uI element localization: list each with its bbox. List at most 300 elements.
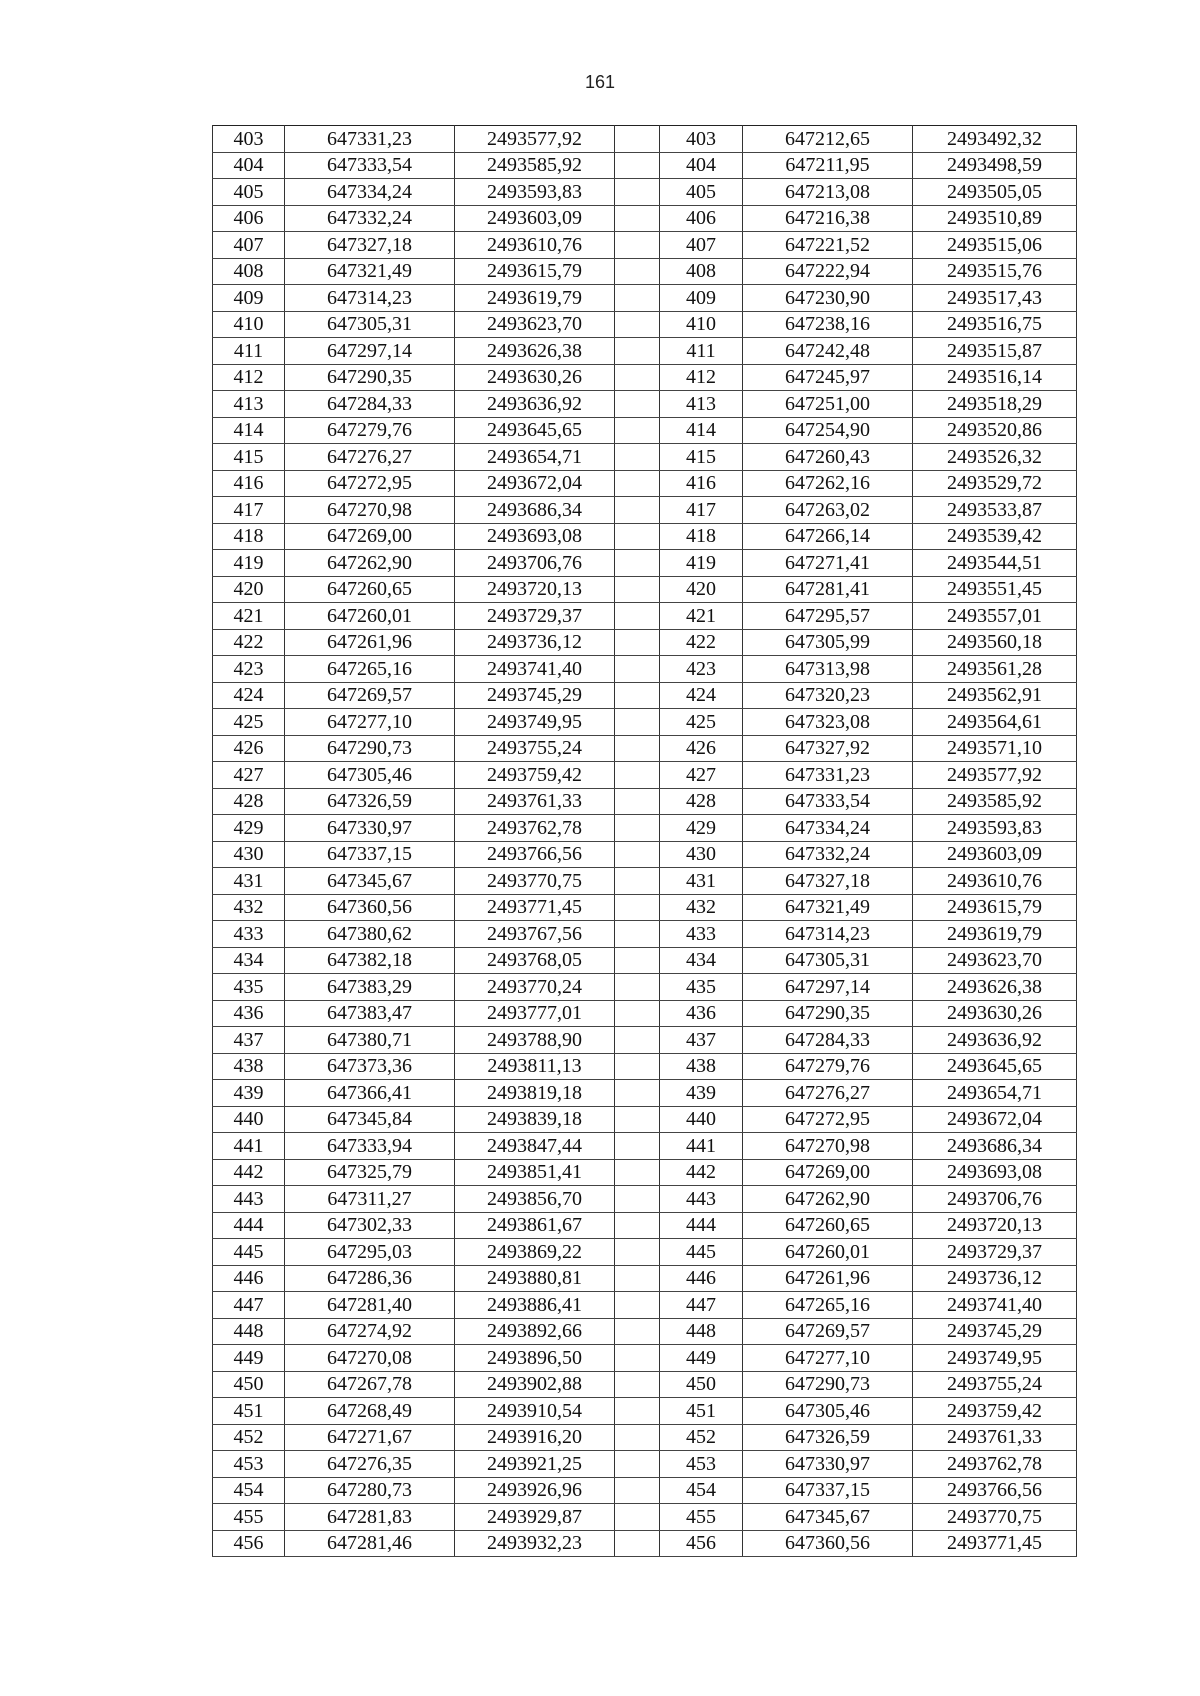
y-coordinate-left: 2493892,66 <box>455 1318 615 1345</box>
empty-separator-cell <box>615 232 660 259</box>
y-coordinate-right: 2493770,75 <box>913 1504 1077 1531</box>
x-coordinate-right: 647313,98 <box>743 656 913 683</box>
empty-separator-cell <box>615 894 660 921</box>
point-number-left: 445 <box>213 1239 285 1266</box>
y-coordinate-right: 2493693,08 <box>913 1159 1077 1186</box>
y-coordinate-right: 2493492,32 <box>913 126 1077 153</box>
point-number-left: 426 <box>213 735 285 762</box>
empty-separator-cell <box>615 1424 660 1451</box>
point-number-right: 439 <box>660 1080 743 1107</box>
point-number-left: 417 <box>213 497 285 524</box>
empty-separator-cell <box>615 1186 660 1213</box>
point-number-right: 449 <box>660 1345 743 1372</box>
y-coordinate-left: 2493932,23 <box>455 1530 615 1557</box>
y-coordinate-right: 2493706,76 <box>913 1186 1077 1213</box>
point-number-right: 428 <box>660 788 743 815</box>
point-number-right: 445 <box>660 1239 743 1266</box>
x-coordinate-left: 647271,67 <box>285 1424 455 1451</box>
table-row <box>213 1053 1077 1080</box>
table-row <box>213 550 1077 577</box>
x-coordinate-left: 647380,62 <box>285 921 455 948</box>
x-coordinate-right: 647314,23 <box>743 921 913 948</box>
y-coordinate-left: 2493770,75 <box>455 868 615 895</box>
x-coordinate-right: 647262,90 <box>743 1186 913 1213</box>
x-coordinate-left: 647270,08 <box>285 1345 455 1372</box>
y-coordinate-left: 2493729,37 <box>455 603 615 630</box>
y-coordinate-right: 2493729,37 <box>913 1239 1077 1266</box>
y-coordinate-right: 2493593,83 <box>913 815 1077 842</box>
empty-separator-cell <box>615 1212 660 1239</box>
y-coordinate-left: 2493839,18 <box>455 1106 615 1133</box>
y-coordinate-right: 2493562,91 <box>913 682 1077 709</box>
y-coordinate-left: 2493902,88 <box>455 1371 615 1398</box>
point-number-right: 440 <box>660 1106 743 1133</box>
x-coordinate-right: 647295,57 <box>743 603 913 630</box>
x-coordinate-right: 647333,54 <box>743 788 913 815</box>
table-row <box>213 205 1077 232</box>
point-number-right: 453 <box>660 1451 743 1478</box>
x-coordinate-left: 647380,71 <box>285 1027 455 1054</box>
y-coordinate-right: 2493551,45 <box>913 576 1077 603</box>
x-coordinate-left: 647337,15 <box>285 841 455 868</box>
empty-separator-cell <box>615 629 660 656</box>
x-coordinate-right: 647262,16 <box>743 470 913 497</box>
y-coordinate-right: 2493761,33 <box>913 1424 1077 1451</box>
y-coordinate-right: 2493577,92 <box>913 762 1077 789</box>
point-number-left: 413 <box>213 391 285 418</box>
table-row <box>213 868 1077 895</box>
table-row <box>213 338 1077 365</box>
y-coordinate-right: 2493557,01 <box>913 603 1077 630</box>
y-coordinate-left: 2493745,29 <box>455 682 615 709</box>
y-coordinate-left: 2493762,78 <box>455 815 615 842</box>
empty-separator-cell <box>615 1530 660 1557</box>
point-number-right: 410 <box>660 311 743 338</box>
point-number-left: 441 <box>213 1133 285 1160</box>
empty-separator-cell <box>615 311 660 338</box>
point-number-left: 423 <box>213 656 285 683</box>
empty-separator-cell <box>615 947 660 974</box>
point-number-left: 454 <box>213 1477 285 1504</box>
point-number-left: 410 <box>213 311 285 338</box>
x-coordinate-right: 647305,46 <box>743 1398 913 1425</box>
empty-separator-cell <box>615 1133 660 1160</box>
empty-separator-cell <box>615 921 660 948</box>
table-row <box>213 709 1077 736</box>
x-coordinate-right: 647272,95 <box>743 1106 913 1133</box>
y-coordinate-left: 2493741,40 <box>455 656 615 683</box>
x-coordinate-left: 647270,98 <box>285 497 455 524</box>
y-coordinate-right: 2493561,28 <box>913 656 1077 683</box>
point-number-right: 429 <box>660 815 743 842</box>
x-coordinate-right: 647323,08 <box>743 709 913 736</box>
empty-separator-cell <box>615 762 660 789</box>
point-number-right: 455 <box>660 1504 743 1531</box>
point-number-left: 416 <box>213 470 285 497</box>
y-coordinate-right: 2493623,70 <box>913 947 1077 974</box>
y-coordinate-right: 2493560,18 <box>913 629 1077 656</box>
point-number-right: 437 <box>660 1027 743 1054</box>
point-number-left: 456 <box>213 1530 285 1557</box>
y-coordinate-right: 2493516,14 <box>913 364 1077 391</box>
empty-separator-cell <box>615 1053 660 1080</box>
x-coordinate-left: 647314,23 <box>285 285 455 312</box>
page-number: 161 <box>584 72 616 92</box>
x-coordinate-left: 647260,65 <box>285 576 455 603</box>
x-coordinate-left: 647360,56 <box>285 894 455 921</box>
point-number-right: 404 <box>660 152 743 179</box>
table-row <box>213 311 1077 338</box>
y-coordinate-left: 2493896,50 <box>455 1345 615 1372</box>
table-row <box>213 841 1077 868</box>
point-number-right: 447 <box>660 1292 743 1319</box>
point-number-right: 443 <box>660 1186 743 1213</box>
empty-separator-cell <box>615 1265 660 1292</box>
x-coordinate-left: 647311,27 <box>285 1186 455 1213</box>
table-row <box>213 1133 1077 1160</box>
empty-separator-cell <box>615 841 660 868</box>
y-coordinate-right: 2493619,79 <box>913 921 1077 948</box>
x-coordinate-left: 647345,84 <box>285 1106 455 1133</box>
point-number-right: 444 <box>660 1212 743 1239</box>
point-number-right: 436 <box>660 1000 743 1027</box>
y-coordinate-right: 2493544,51 <box>913 550 1077 577</box>
empty-separator-cell <box>615 603 660 630</box>
x-coordinate-right: 647211,95 <box>743 152 913 179</box>
x-coordinate-right: 647242,48 <box>743 338 913 365</box>
point-number-left: 455 <box>213 1504 285 1531</box>
point-number-left: 424 <box>213 682 285 709</box>
point-number-left: 421 <box>213 603 285 630</box>
point-number-left: 404 <box>213 152 285 179</box>
point-number-left: 409 <box>213 285 285 312</box>
empty-separator-cell <box>615 179 660 206</box>
empty-separator-cell <box>615 205 660 232</box>
y-coordinate-right: 2493515,06 <box>913 232 1077 259</box>
point-number-left: 447 <box>213 1292 285 1319</box>
table-row <box>213 1239 1077 1266</box>
empty-separator-cell <box>615 788 660 815</box>
point-number-left: 406 <box>213 205 285 232</box>
y-coordinate-right: 2493626,38 <box>913 974 1077 1001</box>
table-row <box>213 232 1077 259</box>
y-coordinate-left: 2493771,45 <box>455 894 615 921</box>
x-coordinate-right: 647327,18 <box>743 868 913 895</box>
y-coordinate-left: 2493619,79 <box>455 285 615 312</box>
y-coordinate-right: 2493736,12 <box>913 1265 1077 1292</box>
table-row <box>213 788 1077 815</box>
x-coordinate-right: 647266,14 <box>743 523 913 550</box>
y-coordinate-left: 2493929,87 <box>455 1504 615 1531</box>
y-coordinate-right: 2493686,34 <box>913 1133 1077 1160</box>
x-coordinate-right: 647261,96 <box>743 1265 913 1292</box>
point-number-left: 440 <box>213 1106 285 1133</box>
x-coordinate-right: 647254,90 <box>743 417 913 444</box>
y-coordinate-left: 2493736,12 <box>455 629 615 656</box>
point-number-right: 411 <box>660 338 743 365</box>
table-row <box>213 1371 1077 1398</box>
point-number-left: 448 <box>213 1318 285 1345</box>
y-coordinate-left: 2493603,09 <box>455 205 615 232</box>
y-coordinate-right: 2493520,86 <box>913 417 1077 444</box>
y-coordinate-right: 2493571,10 <box>913 735 1077 762</box>
point-number-left: 452 <box>213 1424 285 1451</box>
point-number-right: 452 <box>660 1424 743 1451</box>
empty-separator-cell <box>615 364 660 391</box>
table-row <box>213 258 1077 285</box>
y-coordinate-right: 2493517,43 <box>913 285 1077 312</box>
x-coordinate-left: 647290,35 <box>285 364 455 391</box>
point-number-right: 419 <box>660 550 743 577</box>
table-row <box>213 1424 1077 1451</box>
x-coordinate-right: 647345,67 <box>743 1504 913 1531</box>
point-number-left: 403 <box>213 126 285 153</box>
table-row <box>213 470 1077 497</box>
y-coordinate-right: 2493610,76 <box>913 868 1077 895</box>
point-number-left: 433 <box>213 921 285 948</box>
empty-separator-cell <box>615 470 660 497</box>
x-coordinate-left: 647327,18 <box>285 232 455 259</box>
table-row <box>213 1106 1077 1133</box>
point-number-right: 456 <box>660 1530 743 1557</box>
empty-separator-cell <box>615 1371 660 1398</box>
point-number-left: 451 <box>213 1398 285 1425</box>
empty-separator-cell <box>615 1239 660 1266</box>
y-coordinate-left: 2493856,70 <box>455 1186 615 1213</box>
x-coordinate-left: 647305,46 <box>285 762 455 789</box>
empty-separator-cell <box>615 682 660 709</box>
x-coordinate-right: 647269,57 <box>743 1318 913 1345</box>
point-number-right: 423 <box>660 656 743 683</box>
x-coordinate-left: 647281,40 <box>285 1292 455 1319</box>
x-coordinate-left: 647383,29 <box>285 974 455 1001</box>
x-coordinate-right: 647326,59 <box>743 1424 913 1451</box>
y-coordinate-left: 2493630,26 <box>455 364 615 391</box>
y-coordinate-right: 2493516,75 <box>913 311 1077 338</box>
y-coordinate-left: 2493851,41 <box>455 1159 615 1186</box>
point-number-right: 438 <box>660 1053 743 1080</box>
table-row <box>213 1451 1077 1478</box>
x-coordinate-left: 647334,24 <box>285 179 455 206</box>
point-number-left: 430 <box>213 841 285 868</box>
empty-separator-cell <box>615 815 660 842</box>
x-coordinate-right: 647213,08 <box>743 179 913 206</box>
y-coordinate-left: 2493819,18 <box>455 1080 615 1107</box>
x-coordinate-left: 647269,57 <box>285 682 455 709</box>
y-coordinate-left: 2493767,56 <box>455 921 615 948</box>
empty-separator-cell <box>615 1318 660 1345</box>
y-coordinate-left: 2493672,04 <box>455 470 615 497</box>
point-number-left: 453 <box>213 1451 285 1478</box>
x-coordinate-left: 647277,10 <box>285 709 455 736</box>
point-number-left: 431 <box>213 868 285 895</box>
y-coordinate-left: 2493693,08 <box>455 523 615 550</box>
x-coordinate-left: 647326,59 <box>285 788 455 815</box>
empty-separator-cell <box>615 1106 660 1133</box>
point-number-left: 418 <box>213 523 285 550</box>
x-coordinate-right: 647332,24 <box>743 841 913 868</box>
point-number-left: 450 <box>213 1371 285 1398</box>
y-coordinate-left: 2493770,24 <box>455 974 615 1001</box>
y-coordinate-right: 2493654,71 <box>913 1080 1077 1107</box>
y-coordinate-right: 2493720,13 <box>913 1212 1077 1239</box>
y-coordinate-left: 2493910,54 <box>455 1398 615 1425</box>
x-coordinate-right: 647260,43 <box>743 444 913 471</box>
point-number-left: 414 <box>213 417 285 444</box>
y-coordinate-left: 2493788,90 <box>455 1027 615 1054</box>
point-number-right: 426 <box>660 735 743 762</box>
y-coordinate-left: 2493766,56 <box>455 841 615 868</box>
empty-separator-cell <box>615 735 660 762</box>
x-coordinate-left: 647332,24 <box>285 205 455 232</box>
point-number-right: 431 <box>660 868 743 895</box>
point-number-left: 411 <box>213 338 285 365</box>
table-row <box>213 497 1077 524</box>
empty-separator-cell <box>615 550 660 577</box>
x-coordinate-right: 647260,01 <box>743 1239 913 1266</box>
point-number-right: 425 <box>660 709 743 736</box>
y-coordinate-left: 2493615,79 <box>455 258 615 285</box>
empty-separator-cell <box>615 868 660 895</box>
y-coordinate-left: 2493626,38 <box>455 338 615 365</box>
empty-separator-cell <box>615 1345 660 1372</box>
table-row <box>213 152 1077 179</box>
x-coordinate-left: 647383,47 <box>285 1000 455 1027</box>
y-coordinate-left: 2493593,83 <box>455 179 615 206</box>
point-number-right: 403 <box>660 126 743 153</box>
y-coordinate-right: 2493759,42 <box>913 1398 1077 1425</box>
point-number-left: 429 <box>213 815 285 842</box>
x-coordinate-right: 647269,00 <box>743 1159 913 1186</box>
x-coordinate-right: 647330,97 <box>743 1451 913 1478</box>
y-coordinate-right: 2493498,59 <box>913 152 1077 179</box>
point-number-right: 441 <box>660 1133 743 1160</box>
point-number-right: 409 <box>660 285 743 312</box>
y-coordinate-right: 2493766,56 <box>913 1477 1077 1504</box>
table-row <box>213 1292 1077 1319</box>
x-coordinate-left: 647382,18 <box>285 947 455 974</box>
point-number-right: 414 <box>660 417 743 444</box>
x-coordinate-right: 647238,16 <box>743 311 913 338</box>
point-number-right: 424 <box>660 682 743 709</box>
y-coordinate-right: 2493518,29 <box>913 391 1077 418</box>
y-coordinate-left: 2493706,76 <box>455 550 615 577</box>
x-coordinate-right: 647251,00 <box>743 391 913 418</box>
empty-separator-cell <box>615 1504 660 1531</box>
y-coordinate-left: 2493847,44 <box>455 1133 615 1160</box>
point-number-left: 444 <box>213 1212 285 1239</box>
empty-separator-cell <box>615 338 660 365</box>
table-row <box>213 1027 1077 1054</box>
x-coordinate-right: 647279,76 <box>743 1053 913 1080</box>
point-number-left: 442 <box>213 1159 285 1186</box>
x-coordinate-right: 647297,14 <box>743 974 913 1001</box>
table-row <box>213 391 1077 418</box>
y-coordinate-right: 2493526,32 <box>913 444 1077 471</box>
table-row <box>213 417 1077 444</box>
x-coordinate-left: 647366,41 <box>285 1080 455 1107</box>
table-row <box>213 364 1077 391</box>
x-coordinate-right: 647327,92 <box>743 735 913 762</box>
point-number-left: 408 <box>213 258 285 285</box>
y-coordinate-left: 2493654,71 <box>455 444 615 471</box>
y-coordinate-right: 2493672,04 <box>913 1106 1077 1133</box>
x-coordinate-left: 647274,92 <box>285 1318 455 1345</box>
point-number-left: 438 <box>213 1053 285 1080</box>
x-coordinate-right: 647265,16 <box>743 1292 913 1319</box>
empty-separator-cell <box>615 656 660 683</box>
empty-separator-cell <box>615 1398 660 1425</box>
x-coordinate-right: 647360,56 <box>743 1530 913 1557</box>
y-coordinate-right: 2493603,09 <box>913 841 1077 868</box>
y-coordinate-left: 2493720,13 <box>455 576 615 603</box>
x-coordinate-left: 647279,76 <box>285 417 455 444</box>
point-number-left: 446 <box>213 1265 285 1292</box>
x-coordinate-left: 647269,00 <box>285 523 455 550</box>
y-coordinate-left: 2493777,01 <box>455 1000 615 1027</box>
x-coordinate-right: 647216,38 <box>743 205 913 232</box>
point-number-right: 432 <box>660 894 743 921</box>
empty-separator-cell <box>615 391 660 418</box>
point-number-right: 421 <box>660 603 743 630</box>
table-row <box>213 974 1077 1001</box>
x-coordinate-left: 647330,97 <box>285 815 455 842</box>
y-coordinate-left: 2493761,33 <box>455 788 615 815</box>
table-row <box>213 947 1077 974</box>
x-coordinate-right: 647260,65 <box>743 1212 913 1239</box>
y-coordinate-left: 2493755,24 <box>455 735 615 762</box>
y-coordinate-right: 2493539,42 <box>913 523 1077 550</box>
empty-separator-cell <box>615 1000 660 1027</box>
table-row <box>213 1159 1077 1186</box>
x-coordinate-right: 647290,35 <box>743 1000 913 1027</box>
y-coordinate-left: 2493585,92 <box>455 152 615 179</box>
y-coordinate-left: 2493686,34 <box>455 497 615 524</box>
point-number-right: 418 <box>660 523 743 550</box>
point-number-left: 420 <box>213 576 285 603</box>
x-coordinate-right: 647281,41 <box>743 576 913 603</box>
point-number-left: 415 <box>213 444 285 471</box>
x-coordinate-left: 647281,83 <box>285 1504 455 1531</box>
empty-separator-cell <box>615 523 660 550</box>
table-row <box>213 735 1077 762</box>
table-row <box>213 682 1077 709</box>
point-number-right: 448 <box>660 1318 743 1345</box>
table-row <box>213 656 1077 683</box>
empty-separator-cell <box>615 497 660 524</box>
y-coordinate-right: 2493564,61 <box>913 709 1077 736</box>
empty-separator-cell <box>615 1292 660 1319</box>
table-row <box>213 894 1077 921</box>
empty-separator-cell <box>615 1027 660 1054</box>
coordinates-table-body <box>213 126 1077 1557</box>
table-row <box>213 1000 1077 1027</box>
point-number-left: 443 <box>213 1186 285 1213</box>
point-number-left: 407 <box>213 232 285 259</box>
point-number-right: 422 <box>660 629 743 656</box>
table-row <box>213 815 1077 842</box>
x-coordinate-right: 647337,15 <box>743 1477 913 1504</box>
y-coordinate-right: 2493615,79 <box>913 894 1077 921</box>
empty-separator-cell <box>615 417 660 444</box>
point-number-right: 407 <box>660 232 743 259</box>
x-coordinate-right: 647271,41 <box>743 550 913 577</box>
point-number-right: 451 <box>660 1398 743 1425</box>
x-coordinate-left: 647280,73 <box>285 1477 455 1504</box>
y-coordinate-left: 2493886,41 <box>455 1292 615 1319</box>
table-row <box>213 1345 1077 1372</box>
point-number-left: 428 <box>213 788 285 815</box>
